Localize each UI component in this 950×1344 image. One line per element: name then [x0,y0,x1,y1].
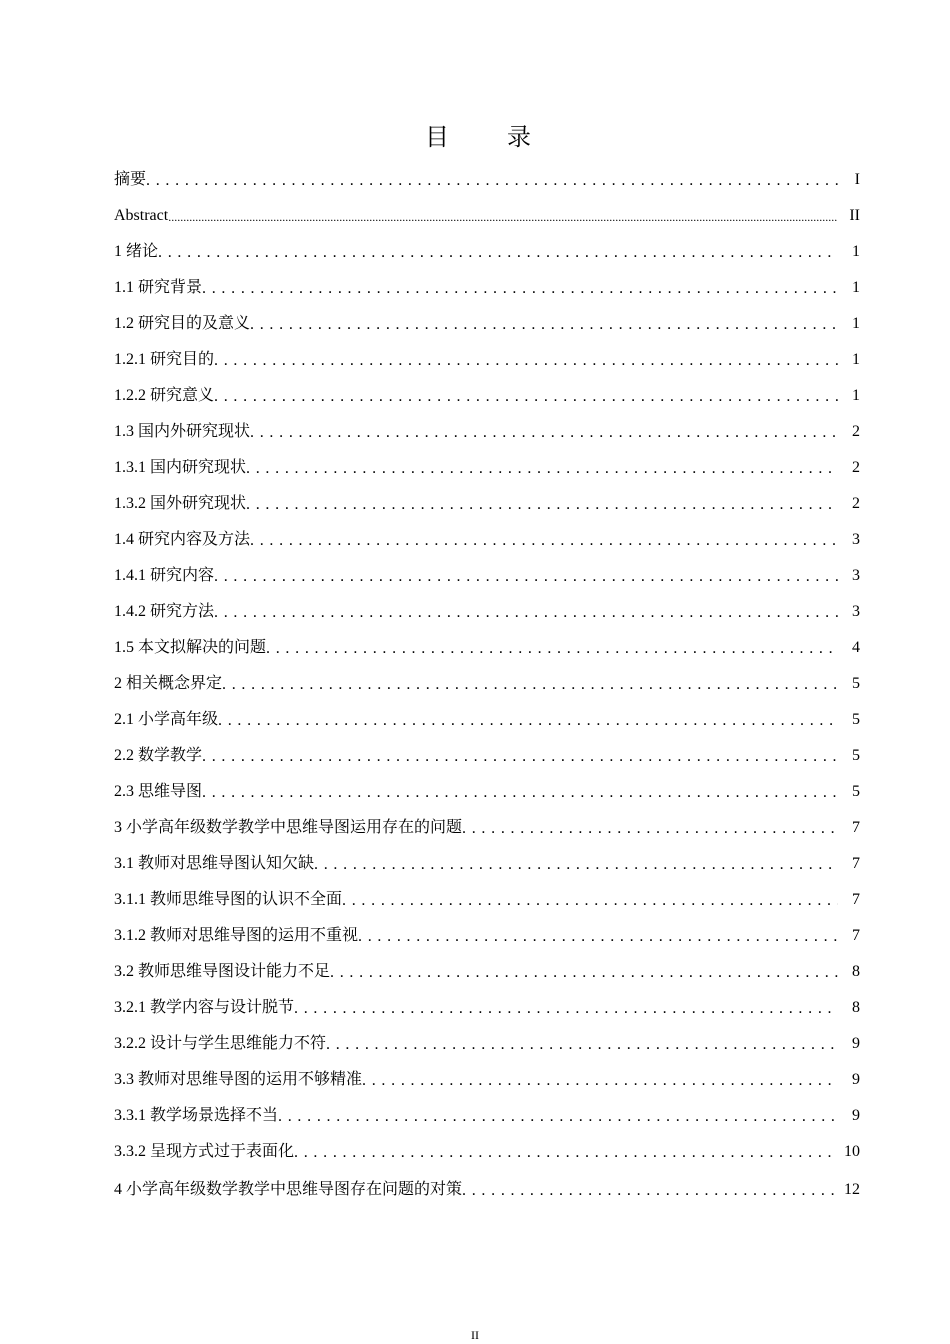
toc-entry[interactable] [114,306,860,342]
toc-entry-label: 1.2 研究目的及意义 [114,313,250,335]
toc-leader [158,240,838,264]
toc-entry-page: 5 [852,675,860,692]
toc-entry-label: 3 小学高年级数学教学中思维导图运用存在的问题 [114,817,462,839]
toc-entry[interactable] [114,666,860,702]
toc-entry[interactable] [114,522,860,558]
toc-entry[interactable] [114,990,860,1026]
toc-leader [266,636,838,660]
toc-entry-page: 2 [852,459,860,476]
toc-entry-label: 1.4.1 研究内容 [114,565,214,587]
toc-entry-page: 5 [852,783,860,800]
toc-entry[interactable] [114,378,860,414]
toc-entry-page: 1 [852,351,860,368]
toc-leader [250,312,838,336]
toc-leader [202,744,838,768]
toc-entry-page: 7 [852,891,860,908]
toc-entry-label: 2.1 小学高年级 [114,709,218,731]
toc-leader [250,420,838,444]
toc-entry-label: 1.3.1 国内研究现状 [114,457,246,479]
toc-entry[interactable] [114,882,860,918]
toc-entry-page: 1 [852,243,860,260]
toc-entry[interactable] [114,846,860,882]
toc-entry[interactable] [114,234,860,270]
toc-leader [330,960,838,984]
toc-entry-page: 9 [852,1035,860,1052]
toc-entry-label: 1 绪论 [114,241,158,263]
toc-leader [222,672,838,696]
toc-entry[interactable] [114,954,860,990]
toc-entry-label: 3.2.2 设计与学生思维能力不符 [114,1033,326,1055]
toc-entry-label: 1.4 研究内容及方法 [114,529,250,551]
toc-entry[interactable] [114,270,860,306]
toc-leader [214,384,838,408]
toc-leader [294,1140,838,1164]
toc-entry-label: 3.1 教师对思维导图认知欠缺 [114,853,314,875]
toc-entry-page: 3 [852,531,860,548]
toc-entry[interactable] [114,162,860,198]
toc-entry-page: I [854,171,860,188]
toc-entry-label: 3.2.1 教学内容与设计脱节 [114,997,294,1019]
toc-entry[interactable] [114,1098,860,1134]
toc-entry-label: 3.3.2 呈现方式过于表面化 [114,1141,294,1163]
toc-leader [342,888,838,912]
toc-entry[interactable] [114,1062,860,1098]
toc-entry-page: 4 [852,639,860,656]
toc-entry-label: 摘要 [114,169,146,191]
toc-leader [362,1068,838,1092]
toc-entry[interactable] [114,630,860,666]
toc-entry-page: 9 [852,1107,860,1124]
toc-title: 目 录 [425,125,557,151]
toc-entry[interactable] [114,918,860,954]
toc-entry-page: 7 [852,927,860,944]
toc-entry[interactable] [114,342,860,378]
toc-entry-page: 1 [852,315,860,332]
toc-entry-page: 1 [852,279,860,296]
toc-entry-label: 2.3 思维导图 [114,781,202,803]
toc-entry[interactable] [114,810,860,846]
toc-entry[interactable] [114,198,860,234]
toc-entry-page: 9 [852,1071,860,1088]
toc-entry-label: 3.1.1 教师思维导图的认识不全面 [114,889,342,911]
toc-entry-label: 3.3 教师对思维导图的运用不够精准 [114,1069,362,1091]
toc-entry-label: 1.1 研究背景 [114,277,202,299]
toc-leader [246,456,838,480]
toc-entry-label: 1.5 本文拟解决的问题 [114,637,266,659]
toc-entry-page: 10 [844,1143,860,1160]
toc-entry-page: 7 [852,855,860,872]
toc-entry-label: 3.2 教师思维导图设计能力不足 [114,961,330,983]
toc-leader [358,924,838,948]
toc-entry-label: 3.3.1 教学场景选择不当 [114,1105,278,1127]
toc-entry-page: 3 [852,567,860,584]
toc-entry-page: 8 [852,963,860,980]
toc-entry-page: 3 [852,603,860,620]
toc-leader [202,780,838,804]
toc-entry-label: 1.3.2 国外研究现状 [114,493,246,515]
toc-entry-page: 2 [852,423,860,440]
toc-entry-page: 1 [852,387,860,404]
toc-leader [326,1032,838,1056]
toc-entry[interactable] [114,594,860,630]
toc-entry-page: 2 [852,495,860,512]
toc-entry-page: 5 [852,747,860,764]
page-number-footer: II [471,1328,479,1342]
toc-entry-page: 5 [852,711,860,728]
toc-entry-label: 2 相关概念界定 [114,673,222,695]
toc-leader [146,168,838,192]
toc-entry[interactable] [114,1134,860,1170]
toc-entry-label: Abstract [114,205,168,227]
toc-leader [314,852,838,876]
toc-list [114,162,860,1210]
toc-leader [462,1178,838,1202]
toc-entry-page: 8 [852,999,860,1016]
toc-entry[interactable] [114,558,860,594]
toc-leader [168,204,838,228]
toc-leader [278,1104,838,1128]
toc-leader [246,492,838,516]
toc-entry[interactable] [114,702,860,738]
toc-leader [250,528,838,552]
toc-leader [462,816,838,840]
toc-entry[interactable] [114,774,860,810]
toc-entry-label: 1.4.2 研究方法 [114,601,214,623]
toc-entry-label: 2.2 数学教学 [114,745,202,767]
toc-entry[interactable] [114,414,860,450]
toc-entry-page: 12 [844,1181,860,1198]
toc-entry[interactable] [114,1170,860,1210]
toc-entry-page: 7 [852,819,860,836]
toc-leader [294,996,838,1020]
toc-leader [214,600,838,624]
toc-entry[interactable] [114,738,860,774]
toc-entry-label: 1.2.1 研究目的 [114,349,214,371]
toc-entry-page: II [849,207,860,224]
toc-leader [202,276,838,300]
toc-leader [214,348,838,372]
toc-entry-label: 1.3 国内外研究现状 [114,421,250,443]
toc-entry-label: 3.1.2 教师对思维导图的运用不重视 [114,925,358,947]
toc-entry-label: 4 小学高年级数学教学中思维导图存在问题的对策 [114,1179,462,1201]
toc-leader [214,564,838,588]
toc-leader [218,708,838,732]
toc-entry[interactable] [114,450,860,486]
toc-entry[interactable] [114,486,860,522]
toc-entry-label: 1.2.2 研究意义 [114,385,214,407]
toc-entry[interactable] [114,1026,860,1062]
